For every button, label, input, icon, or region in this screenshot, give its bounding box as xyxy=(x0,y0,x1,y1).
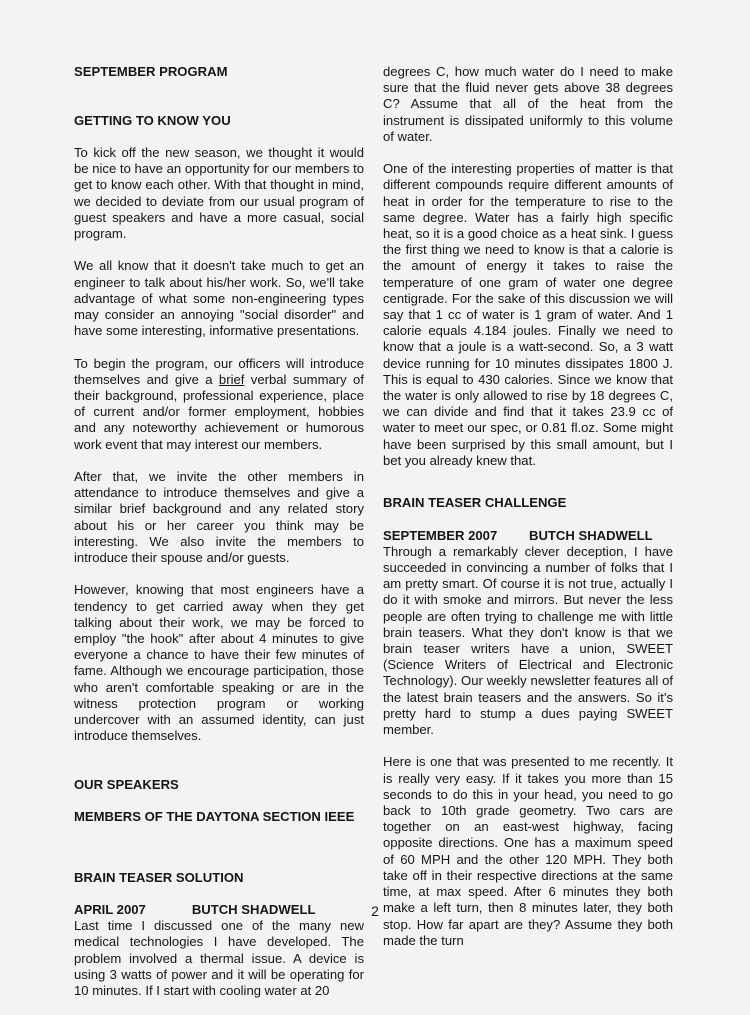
intro-paragraph: To kick off the new season, we thought it would be nice to have an opportunity for our members to get to know each other. With that thought in mind, we decided to deviate from our usual program of guest speakers and have a more casual, social program. xyxy=(74,144,364,241)
solution-author: BUTCH SHADWELL xyxy=(191,901,316,917)
challenge-byline xyxy=(383,528,673,544)
challenge-author: BUTCH SHADWELL xyxy=(529,527,653,543)
specific-heat-paragraph: One of the interesting properties of matter is that different compounds require different amounts of heat in order for the temperature to rise to the same degree. Water has a fairly high specific heat, so it is a good choice as a heat sink. I guess the first thing we need to know is that a calorie is the amount of energy it takes to raise the temperature of one gram of water one degree centigrade. For the sake of this discussion we will say that 1 cc of water is 1 gram of water. And 1 calorie equals 4.184 joules. Finally we need to know that a joule is a watt-second. So, a 3 watt device running for 10 minutes dissipates 1800 J. This is equal to 430 calories. Since we know that the water is only allowed to rise by 18 degrees C, we can divide and find that it takes 23.9 cc of water to meet our spec, or 0.81 fl.oz. Some might have been surprised by this small amount, but I bet you already knew that. xyxy=(383,161,673,468)
sweet-paragraph: Through a remarkably clever deception, I have succeeded in convincing a number of folks that I am pretty smart. Of course it is not true, actually I do it with smoke and mirrors. But never the less people are often trying to challenge me with little brain teasers. What they don't know is that we brain teaser writers have a union, SWEET (Science Writers of Electrical and Electronic Technology). Our weekly newsletter features all of the latest brain teasers and the answers. So it's pretty hard to stump a dues paying SWEET member. xyxy=(383,543,673,738)
cars-paragraph: Here is one that was presented to me recently. It is really very easy. If it takes you more than 15 seconds to do this in your head, you need to go back to 10th grade geometry. Two cars are together on an east-west highway, facing opposite directions. One has a maximum speed of 60 MPH and the other 120 MPH. They both take off in their respective directions at the same time, at max speed. After 6 minutes they both make a left turn, then 8 minutes later, they both stop. How far apart are they? Assume they both made the turn xyxy=(383,754,673,948)
solution-paragraph: Last time I discussed one of the many new medical technologies I have developed. The problem involved a thermal issue. A device is using 3 watts of power and it will be operating for 10 minutes. If I start with cooling water at 20 xyxy=(74,918,364,998)
our-speakers-heading: OUR SPEAKERS xyxy=(74,776,179,792)
spacer xyxy=(74,842,364,870)
solution-continued-paragraph: degrees C, how much water do I need to make sure that the fluid never gets above 38 degrees C? Assume that all of the heat from the instrument is dissipated uniformly to this volume of water. xyxy=(383,64,673,144)
challenge-date: SEPTEMBER 2007 xyxy=(383,527,498,543)
right-column xyxy=(383,64,673,965)
brief-underlined: brief xyxy=(218,371,245,387)
hook-paragraph: However, knowing that most engineers have a tendency to get carried away when they get talking about their work, we may be forced to employ "the hook" after about 4 minutes to give everyone a chance to have their few minutes of fame. Although we encourage participation, those who aren't comfortable speaking or are in the witness protection program or working undercover with an assumed identity, can just introduce themselves. xyxy=(74,582,364,744)
officers-text-end: verbal summary of their background, professional experience, place of current and/or former employment, hobbies and any noteworthy achievement or humorous work event that may interest our members. xyxy=(74,371,364,452)
challenge-heading: BRAIN TEASER CHALLENGE xyxy=(383,495,567,511)
spacer xyxy=(74,761,364,777)
solution-date: APRIL 2007 xyxy=(74,901,146,917)
september-program-heading: SEPTEMBER PROGRAM xyxy=(74,64,228,79)
engineer-paragraph: We all know that it doesn't take much to get an engineer to talk about his/her work. So, we'll take advantage of what some non-engineering types may consider an annoying "social disorder" and have some interesting, informative presentations. xyxy=(74,258,364,339)
members-heading: MEMBERS OF THE DAYTONA SECTION IEEE xyxy=(74,809,355,825)
spacer xyxy=(74,96,364,112)
left-column xyxy=(74,64,364,1015)
members-paragraph: After that, we invite the other members in attendance to introduce themselves and give a similar brief background and any related story about his or her career you think may be interesting. We also invite the members to introduce their spouse and/or guests. xyxy=(74,468,364,565)
officers-paragraph xyxy=(74,356,364,453)
page-number: 2 xyxy=(371,903,379,919)
getting-to-know-heading: GETTING TO KNOW YOU xyxy=(74,112,231,128)
solution-heading: BRAIN TEASER SOLUTION xyxy=(74,869,244,885)
officers-text-start: To begin the program, our officers will introduce themselves and give a xyxy=(74,355,364,387)
spacer xyxy=(383,485,673,495)
